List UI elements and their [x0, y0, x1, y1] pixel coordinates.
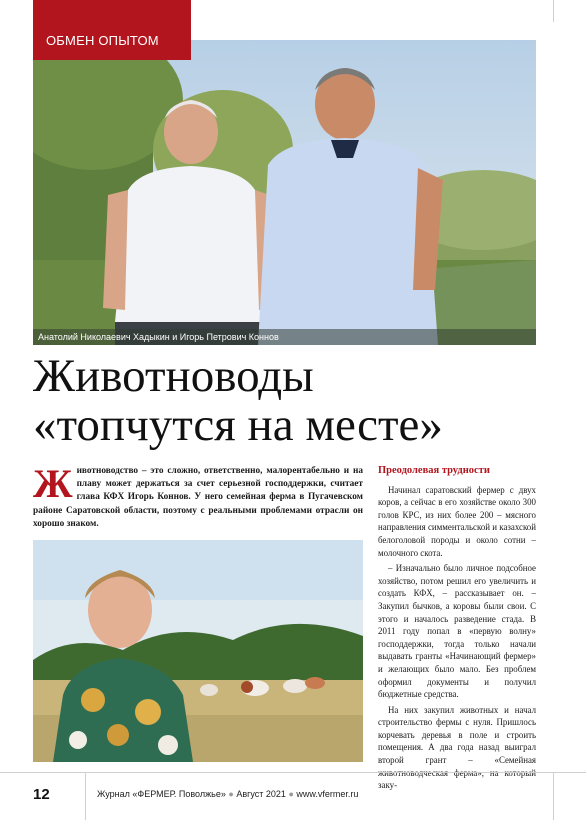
farm-photo [33, 540, 363, 762]
paragraph: Начинал саратовский фермер с двух коров, а сейчас в его хозяйстве около 300 голов КРС, из них более 200 – мясного направления симментальской и казахской белоголовой породы и около сотни – молочного скота. [378, 484, 536, 558]
section-tag-label: ОБМЕН ОПЫТОМ [46, 33, 159, 48]
article-headline [33, 352, 553, 450]
lead-text: ивотноводство – это сложно, ответственно, малорентабельно и на плаву может держаться за счет серьезной господдержки, считает глава КФХ Игорь Коннов. У него семейная ферма в Пугачевском районе Саратовской области, поэтому с реальными проблемами отрасли он хорошо знаком. [33, 466, 363, 529]
page-number: 12 [33, 786, 50, 803]
separator: ● [288, 789, 294, 799]
issue-date: Август 2021 [236, 789, 286, 799]
hero-caption: Анатолий Николаевич Хадыкин и Игорь Петрович Коннов [33, 329, 536, 345]
farm-photo-illustration [33, 540, 363, 762]
lead-dropcap: Ж [33, 461, 73, 506]
website-link[interactable]: www.vfermer.ru [296, 789, 359, 799]
article-lead [33, 461, 363, 531]
footer-divider-vertical [553, 772, 554, 820]
headline-line-2: «топчутся на месте» [33, 399, 443, 451]
paragraph: На них закупил животных и начал строительство фермы с нуля. Пришлось корчевать деревья в поле и строить помещения. А два года назад выиграл второй грант – «Семейная заку- [378, 704, 536, 791]
hero-photo-illustration [33, 40, 536, 345]
section-heading: Преодолевая трудности [378, 465, 490, 476]
separator: ● [228, 789, 234, 799]
footer-divider-vertical [85, 772, 86, 820]
paragraph: – Изначально было личное подсобное хозяйство, потом решил его увеличить и создать КФХ, – рассказывает он. – Закупил бычков, а коровы были свои. С этого и началось разведение стада. В 2011 году попал в «первую волну» господдержки, тогда только начали выдавать гранты «Начинающий фермер» и желающих было мало. Без проблем оформил документы и получил бюджетные средства. [378, 563, 536, 700]
journal-name: Журнал «ФЕРМЕР. Поволжье» [97, 789, 226, 799]
footer-divider [0, 772, 586, 773]
headline-line-1: Животноводы [33, 350, 314, 402]
article-column [378, 465, 536, 795]
section-tag [33, 0, 191, 60]
footer-info [97, 789, 358, 799]
hero-photo [33, 40, 536, 345]
frame-line [553, 0, 554, 22]
